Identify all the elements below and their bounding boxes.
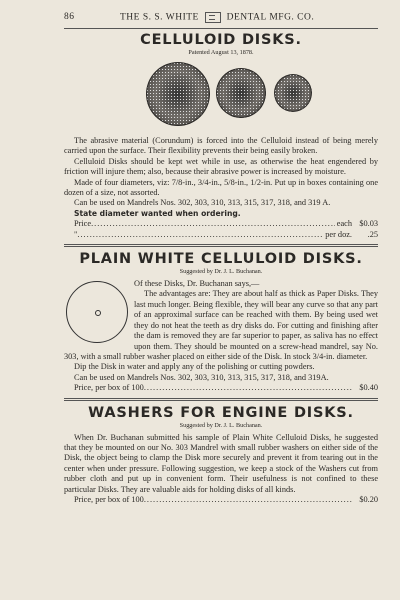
state-diameter-note: State diameter wanted when ordering. bbox=[74, 208, 241, 218]
price-value: .25 bbox=[367, 229, 378, 239]
leader-dots bbox=[91, 219, 335, 229]
running-title bbox=[120, 12, 314, 23]
section-divider bbox=[64, 244, 378, 247]
price-line-each bbox=[64, 219, 378, 229]
plain-white-body bbox=[64, 279, 378, 393]
leader-dots bbox=[144, 383, 352, 393]
advantages-paragraph: The advantages are: They are about half as thick as Paper Disks. They last much longer. Being flexible, they will bear any curve so that any part of an approximal surface can be reached with them. By being used wet they do not heat the teeth as dry disks do. For cutting and finishing after the dam is removed they are far superior to paper, as saliva has no effect upon them. They should be mounted on a screw-head mandrel, say No. 303, with a small rubber washer placed on either side of the Disk. In stock 3/4-in. diameter. bbox=[64, 289, 378, 361]
buchanan-intro: Of these Disks, Dr. Buchanan says,— bbox=[134, 279, 260, 289]
title-right: DENTAL MFG. CO. bbox=[226, 12, 315, 23]
leader-dots bbox=[144, 495, 352, 505]
price-label: Price, per box of 100 bbox=[74, 383, 144, 393]
price-value: $0.20 bbox=[359, 494, 378, 504]
celluloid-paragraph-3: Made of four diameters, viz: 7/8-in., 3/4-in., 5/8-in., 1/2-in. Put up in boxes containing one dozen of a size, not assorted. bbox=[64, 177, 378, 198]
page-number: 86 bbox=[64, 12, 75, 22]
celluloid-paragraph-4: Can be used on Mandrels Nos. 302, 303, 310, 313, 315, 317, 318, and 319 A. bbox=[74, 198, 331, 208]
large-disk-image bbox=[146, 62, 210, 126]
price-label: Price bbox=[74, 219, 92, 229]
dip-instruction: Dip the Disk in water and apply any of the polishing or cutting powders. bbox=[74, 362, 315, 372]
price-line-box bbox=[64, 495, 378, 505]
header-rule bbox=[64, 28, 378, 29]
section-heading-celluloid: CELLULOID DISKS. bbox=[140, 32, 302, 48]
price-unit: each bbox=[336, 219, 352, 229]
suggested-by: Suggested by Dr. J. L. Buchanan. bbox=[179, 421, 263, 429]
price-line-box bbox=[64, 383, 378, 393]
title-left: THE S. S. WHITE bbox=[120, 12, 199, 23]
celluloid-paragraph-2: Celluloid Disks should be kept wet while in use, as otherwise the heat engendered by friction will injure them; also, because their abrasive power is increased by moisture. bbox=[64, 156, 378, 177]
price-value: $0.03 bbox=[359, 219, 378, 229]
section-heading-plain-white: PLAIN WHITE CELLULOID DISKS. bbox=[79, 251, 363, 268]
section-heading-washers: WASHERS FOR ENGINE DISKS. bbox=[88, 404, 354, 421]
suggested-by: Suggested by Dr. J. L. Buchanan. bbox=[179, 268, 263, 276]
price-line-dozen bbox=[64, 230, 378, 240]
disks-illustration bbox=[64, 60, 378, 132]
mandrels-note: Can be used on Mandrels Nos. 302, 303, 310, 313, 315, 317, 318, and 319A. bbox=[74, 372, 329, 382]
small-disk-image bbox=[274, 74, 312, 112]
leader-dots bbox=[77, 230, 323, 240]
price-label: Price, per box of 100 bbox=[74, 494, 144, 504]
disk-outline-figure bbox=[66, 281, 128, 343]
ditto-mark: " bbox=[74, 229, 78, 239]
running-header bbox=[64, 10, 378, 26]
washers-paragraph: When Dr. Buchanan submitted his sample of Plain White Celluloid Disks, he suggested that they be mounted on our No. 303 Mandrel with small rubber washers on either side of the Disk, the object being to clamp the Disk more securely and prevent it from tearing out in the center when under pressure. Following suggestion, we keep a stock of the Washers cut from rubber cloth and put up in convenient form. Their usefulness is not confined to these particular Disks. They are valuable aids for holding disks of all kinds. bbox=[64, 432, 378, 494]
patent-date: Patented August 13, 1878. bbox=[188, 49, 254, 56]
price-unit: per doz. bbox=[325, 229, 352, 239]
celluloid-paragraph-1: The abrasive material (Corundum) is forced into the Celluloid instead of being merely carried upon the surface. Their flexibility prevents their being easily broken. bbox=[64, 136, 378, 156]
price-value: $0.40 bbox=[359, 383, 378, 393]
company-logo-icon bbox=[205, 12, 221, 23]
section-divider bbox=[64, 398, 378, 401]
medium-disk-image bbox=[216, 68, 266, 118]
